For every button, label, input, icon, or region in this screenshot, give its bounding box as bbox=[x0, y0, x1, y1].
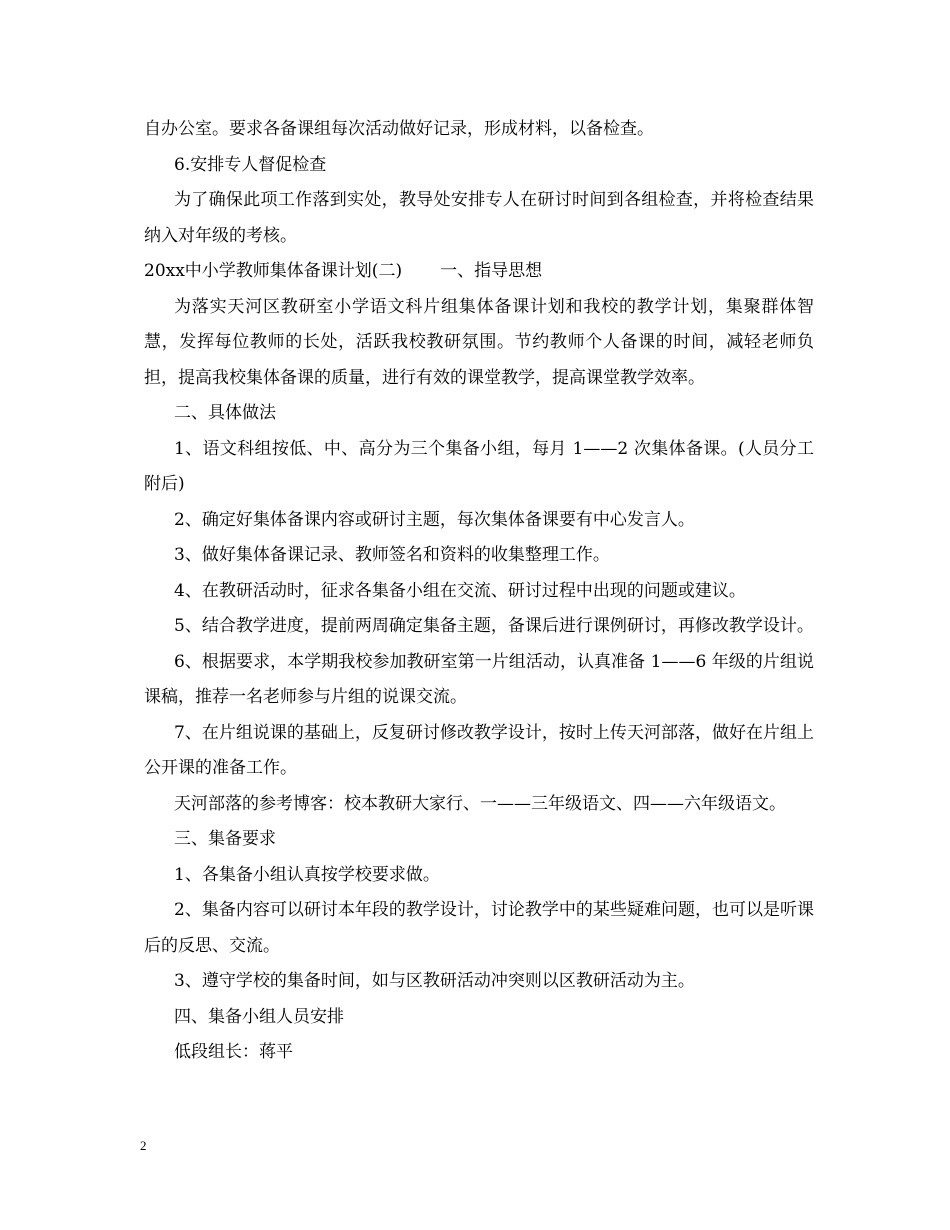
section-group-arrangement: 四、集备小组人员安排 bbox=[174, 1006, 344, 1027]
method-item-2: 2、确定好集体备课内容或研讨主题，每次集体备课要有中心发言人。 bbox=[174, 509, 695, 530]
requirement-item-3: 3、遵守学校的集备时间，如与区教研活动冲突则以区教研活动为主。 bbox=[174, 971, 695, 991]
plan-title: 20xx中小学教师集体备课计划(二) bbox=[144, 261, 403, 281]
method-item-1: 1、语文科组按低、中、高分为三个集备小组，每月 1——2 次集体备课。(人员分工附后) bbox=[144, 438, 814, 494]
paragraph-guiding-thought: 为落实天河区教研室小学语文科片组集体备课计划和我校的教学计划，集聚群体智慧，发挥每位教师的长处，活跃我校教研氛围。节约教师个人备课的时间，减轻老师负担，提高我校集体备课的质量，进行有效的课堂教学，提高课堂教学效率。 bbox=[144, 296, 814, 388]
paragraph-inspection: 为了确保此项工作落到实处，教导处安排专人在研讨时间到各组检查，并将检查结果纳入对年级的考核。 bbox=[144, 190, 814, 246]
method-item-7: 7、在片组说课的基础上，反复研讨修改教学设计，按时上传天河部落，做好在片组上公开课的准备工作。 bbox=[144, 722, 814, 778]
section-requirements: 三、集备要求 bbox=[174, 829, 276, 849]
requirement-item-1: 1、各集备小组认真按学校要求做。 bbox=[174, 864, 440, 885]
group-leader-low: 低段组长：蒋平 bbox=[174, 1042, 293, 1062]
method-item-3: 3、做好集体备课记录、教师签名和资料的收集整理工作。 bbox=[174, 545, 610, 565]
section-guiding-thought: 一、指导思想 bbox=[440, 261, 543, 281]
section-methods: 二、具体做法 bbox=[174, 403, 276, 423]
method-item-4: 4、在教研活动时，征求各集备小组在交流、研讨过程中出现的问题或建议。 bbox=[174, 580, 746, 601]
plan-heading bbox=[144, 254, 814, 290]
method-item-6: 6、根据要求，本学期我校参加教研室第一片组活动，认真准备 1——6 年级的片组说课稿，推荐一名老师参与片组的说课交流。 bbox=[144, 651, 814, 707]
paragraph-continuation: 自办公室。要求各备课组每次活动做好记录，形成材料，以备检查。 bbox=[144, 119, 654, 139]
document-body bbox=[144, 112, 814, 1071]
paragraph-item-6: 6.安排专人督促检查 bbox=[174, 154, 327, 175]
reference-blogs: 天河部落的参考博客：校本教研大家行、一——三年级语文、四——六年级语文。 bbox=[174, 793, 786, 814]
requirement-item-2: 2、集备内容可以研讨本年段的教学设计，讨论教学中的某些疑难问题，也可以是听课后的反思、交流。 bbox=[144, 900, 814, 956]
page-number: 2 bbox=[140, 1138, 147, 1153]
method-item-5: 5、结合教学进度，提前两周确定集备主题，备课后进行课例研讨，再修改教学设计。 bbox=[174, 616, 814, 636]
